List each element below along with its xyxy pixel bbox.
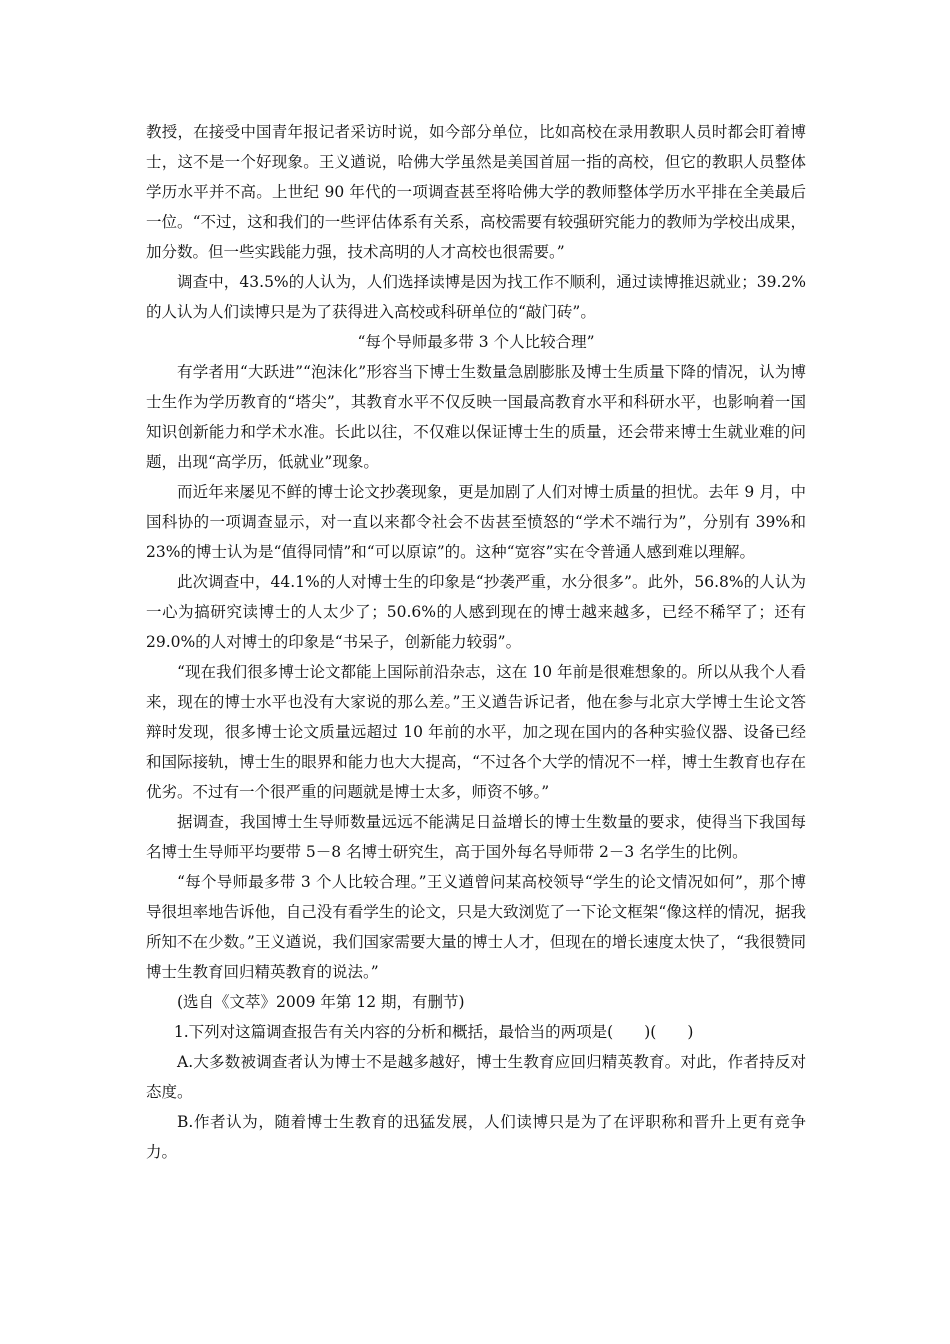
paragraph-1: 教授，在接受中国青年报记者采访时说，如今部分单位，比如高校在录用教职人员时都会盯着博士，这不是一个好现象。王义遒说，哈佛大学虽然是美国首屈一指的高校，但它的教职人员整体学历水平并不高。上世纪 90 年代的一项调查甚至将哈佛大学的教师整体学历水平排在全美最后一位。“不过，这和我们的一些评估体系有关系，高校需要有较强研究能力的教师为学校出成果，加分数。但一些实践能力强，技术高明的人才高校也很需要。”	[146, 123, 806, 261]
paragraph-4: 而近年来屡见不鲜的博士论文抄袭现象，更是加剧了人们对博士质量的担忧。去年 9 月，中国科协的一项调查显示，对一直以来都令社会不齿甚至愤怒的“学术不端行为”，分别有 39%和 23%的博士认为是“值得同情”和“可以原谅”的。这种“宽容”实在令普通人感到难以理解。	[146, 483, 806, 561]
paragraph-3: 有学者用“大跃进”“泡沫化”形容当下博士生数量急剧膨胀及博士生质量下降的情况，认为博士生作为学历教育的“塔尖”，其教育水平不仅反映一国最高教育水平和科研水平，也影响着一国知识创新能力和学术水准。长此以往，不仅难以保证博士生的质量，还会带来博士生就业难的问题，出现“高学历，低就业”现象。	[146, 363, 806, 471]
question-option-b: B.作者认为，随着博士生教育的迅猛发展，人们读博只是为了在评职称和晋升上更有竞争力。	[146, 1113, 806, 1161]
paragraph-6: “现在我们很多博士论文都能上国际前沿杂志，这在 10 年前是很难想象的。所以从我个人看来，现在的博士水平也没有大家说的那么差。”王义遒告诉记者，他在参与北京大学博士生论文答辩时发现，很多博士论文质量远超过 10 年前的水平，加之现在国内的各种实验仪器、设备已经和国际接轨，博士生的眼界和能力也大大提高，“不过各个大学的情况不一样，博士生教育也存在优劣。不过有一个很严重的问题就是博士太多，师资不够。”	[146, 663, 806, 801]
section-heading: “每个导师最多带 3 个人比较合理”	[357, 333, 595, 351]
source-citation: (选自《文萃》2009 年第 12 期，有删节)	[177, 993, 465, 1011]
paragraph-5: 此次调查中，44.1%的人对博士生的印象是“抄袭严重，水分很多”。此外，56.8%的人认为一心为搞研究读博士的人太少了；50.6%的人感到现在的博士越来越多，已经不稀罕了；还有 29.0%的人对博士的印象是“书呆子，创新能力较弱”。	[146, 573, 806, 651]
paragraph-7: 据调查，我国博士生导师数量远远不能满足日益增长的博士生数量的要求，使得当下我国每名博士生导师平均要带 5－8 名博士研究生，高于国外每名导师带 2－3 名学生的比例。	[146, 813, 806, 861]
question-option-a: A.大多数被调查者认为博士不是越多越好，博士生教育应回归精英教育。对此，作者持反对态度。	[146, 1053, 806, 1101]
paragraph-2: 调查中，43.5%的人认为，人们选择读博是因为找工作不顺利，通过读博推迟就业；39.2%的人认为人们读博只是为了获得进入高校或科研单位的“敲门砖”。	[146, 273, 806, 321]
paragraph-8: “每个导师最多带 3 个人比较合理。”王义遒曾问某高校领导“学生的论文情况如何”，那个博导很坦率地告诉他，自己没有看学生的论文，只是大致浏览了一下论文框架“像这样的情况，据我所知不在少数。”王义遒说，我们国家需要大量的博士人才，但现在的增长速度太快了，“我很赞同博士生教育回归精英教育的说法。”	[146, 873, 806, 981]
document-body	[146, 117, 806, 1167]
question-stem: 1.下列对这篇调查报告有关内容的分析和概括，最恰当的两项是( )( )	[173, 1023, 694, 1041]
